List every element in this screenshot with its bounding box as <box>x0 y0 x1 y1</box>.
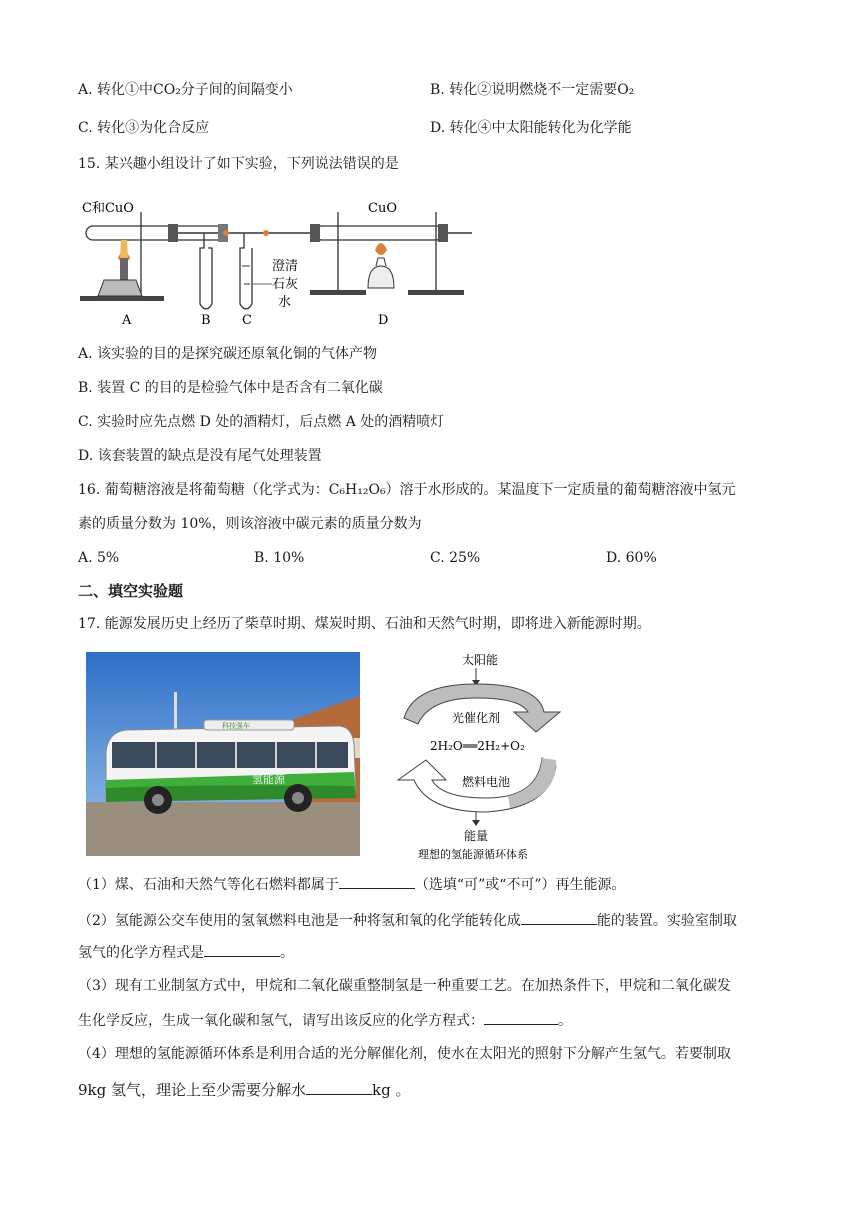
q17-part3-text-b: 生化学反应，生成一氧化碳和氢气，请写出该反应的化学方程式： <box>78 1013 484 1029</box>
q14-option-b: B. 转化②说明燃烧不一定需要O₂ <box>430 82 635 98</box>
q16-option-b: B. 10% <box>254 550 305 566</box>
q17-part3-blank[interactable] <box>484 1010 558 1025</box>
q14-option-d: D. 转化④中太阳能转化为化学能 <box>430 120 632 136</box>
q17-part2-cont <box>78 942 294 963</box>
cycle-catalyst-label: 光催化剂 <box>452 711 501 725</box>
q17-part4-cont <box>78 1080 410 1100</box>
q17-part1-text-a: （1）煤、石油和天然气等化石燃料都属于 <box>78 877 339 893</box>
hydrogen-bus-photo <box>86 652 360 856</box>
q17-part1-blank[interactable] <box>339 874 415 889</box>
label-c: C <box>242 313 252 328</box>
q17-part2-blank-2[interactable] <box>204 942 280 957</box>
q17-part2-text-a: （2）氢能源公交车使用的氢氧燃料电池是一种将氢和氧的化学能转化成 <box>78 913 521 929</box>
cycle-fuelcell-label: 燃料电池 <box>462 775 511 789</box>
q15-option-b: B. 装置 C 的目的是检验气体中是否含有二氧化碳 <box>78 380 383 396</box>
q17-part4: （4）理想的氢能源循环体系是利用合适的光分解催化剂，使水在太阳光的照射下分解产生氢气。若要制取 <box>78 1046 731 1062</box>
q17-part2 <box>78 910 737 931</box>
label-c-and-cuo: C和CuO <box>82 201 134 216</box>
hydrogen-cycle-diagram <box>390 648 580 862</box>
q17-part1 <box>78 874 626 895</box>
label-cuo: CuO <box>368 201 397 216</box>
q15-option-a: A. 该实验的目的是探究碳还原氧化铜的气体产物 <box>78 346 378 362</box>
q16-option-c: C. 25% <box>430 550 481 566</box>
q14-option-c: C. 转化③为化合反应 <box>78 120 210 136</box>
q17-part2-text-c: 氢气的化学方程式是 <box>78 945 204 961</box>
label-d: D <box>378 313 389 328</box>
q16-stem-line2: 素的质量分数为 10%，则该溶液中碳元素的质量分数为 <box>78 516 422 532</box>
cycle-sun-label: 太阳能 <box>462 653 499 667</box>
cycle-caption: 理想的氢能源循环体系 <box>418 848 528 861</box>
q16-option-a: A. 5% <box>78 550 120 566</box>
q15-option-c: C. 实验时应先点燃 D 处的酒精灯，后点燃 A 处的酒精喷灯 <box>78 414 445 430</box>
bus-roof-sign: 科技强车 <box>222 722 250 730</box>
label-lime-3: 水 <box>278 295 292 310</box>
q17-part4-blank[interactable] <box>306 1080 372 1095</box>
label-a: A <box>122 313 132 328</box>
q17-part3-text-c: 。 <box>558 1013 572 1029</box>
q14-option-a: A. 转化①中CO₂分子间的间隔变小 <box>78 82 293 98</box>
apparatus-diagram <box>78 188 478 330</box>
q15-option-d: D. 该套装置的缺点是没有尾气处理装置 <box>78 448 322 464</box>
cycle-equation: 2H₂O══2H₂+O₂ <box>430 739 525 753</box>
label-b: B <box>201 313 211 328</box>
q17-part3: （3）现有工业制氢方式中，甲烷和二氧化碳重整制氢是一种重要工艺。在加热条件下，甲烷和二氧化碳发 <box>78 978 731 994</box>
q17-part4-text-b: 9kg 氢气，理论上至少需要分解水 <box>78 1081 307 1099</box>
q16-option-d: D. 60% <box>606 550 657 566</box>
q17-part2-blank-1[interactable] <box>521 910 597 925</box>
q17-part3-cont <box>78 1010 572 1031</box>
q17-part4-text-c: kg 。 <box>372 1081 411 1099</box>
label-lime-2: 石灰 <box>272 277 299 292</box>
label-lime-1: 澄清 <box>272 259 299 274</box>
q17-part2-text-d: 。 <box>280 945 294 961</box>
q17-part2-text-b: 能的装置。实验室制取 <box>596 913 737 929</box>
q17-stem: 17. 能源发展历史上经历了柴草时期、煤炭时期、石油和天然气时期，即将进入新能源时期。 <box>78 616 651 632</box>
q16-stem-line1: 16. 葡萄糖溶液是将葡萄糖（化学式为：C₆H₁₂O₆）溶于水形成的。某温度下一定质量的葡萄糖溶液中氢元 <box>78 482 736 498</box>
q15-stem: 15. 某兴趣小组设计了如下实验，下列说法错误的是 <box>78 156 399 172</box>
q17-part1-text-b: （选填“可”或“不可”）再生能源。 <box>414 877 626 893</box>
cycle-energy-label: 能量 <box>464 829 489 843</box>
bus-brand-text: 氢能源 <box>252 773 285 786</box>
section-heading: 二、填空实验题 <box>78 582 184 600</box>
